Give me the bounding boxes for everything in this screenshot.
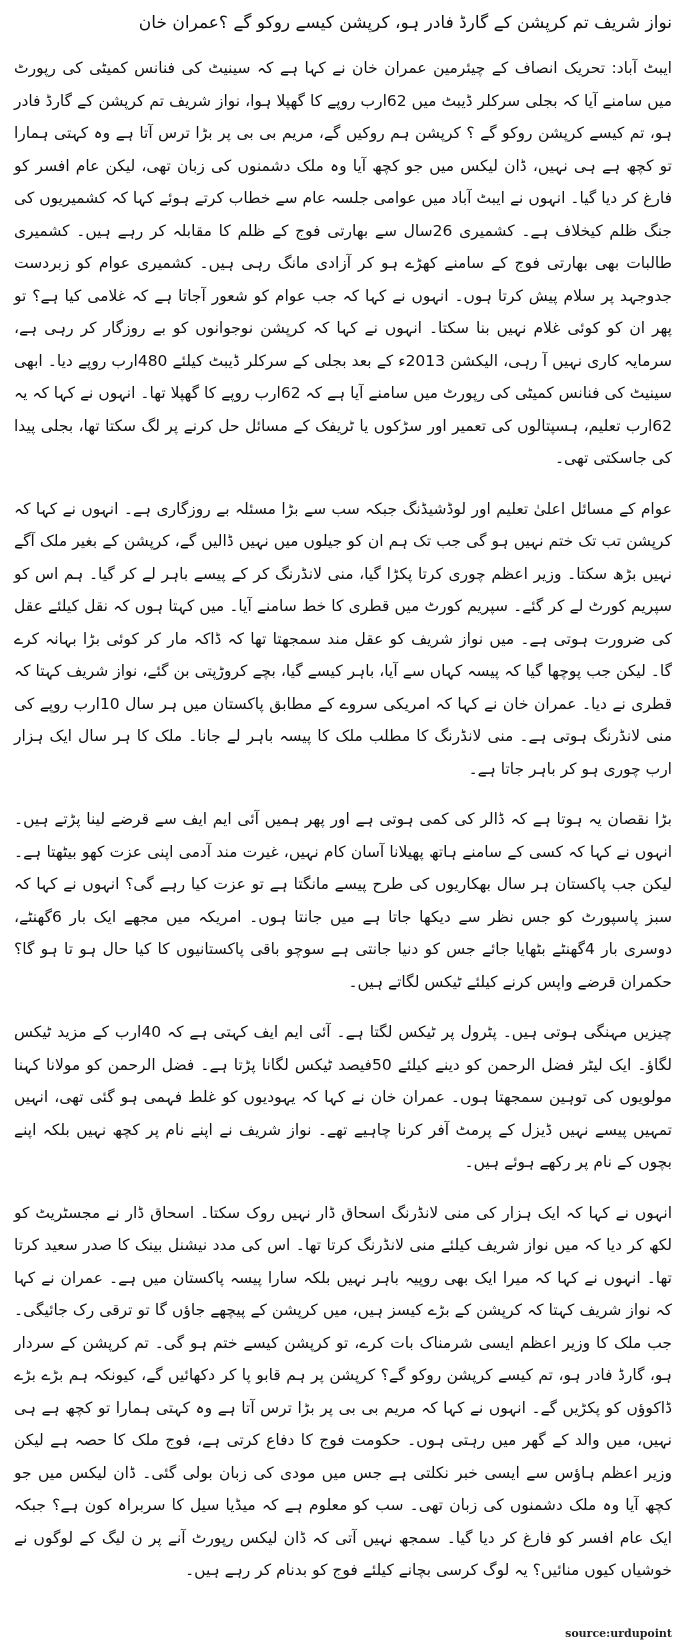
article (14, 8, 672, 1605)
source-credit: source:urdupoint (565, 1627, 672, 1640)
article-paragraph-5: انہوں نے کہا کہ ایک ہزار کی منی لانڈرنگ اسحاق ڈار نہیں روک سکتا۔ اسحاق ڈار نے مجسٹریٹ کو لکھ کر دیا کہ میں نواز شریف کیلئے منی لانڈرنگ کرتا تھا۔ اس کی مدد نیشنل بینک کا صدر سعید کرتا تھا۔ انہوں نے کہا کہ میرا ایک بھی روپیہ باہر نہیں بلکہ سارا پیسہ پاکستان میں ہے۔ عمران نے کہا کہ نواز شریف کہتا کہ کرپشن کے بڑے کیسز ہیں، میں کرپشن کے پیچھے جاؤں گا تو ترقی رک جائیگی۔ جب ملک کا وزیر اعظم ایسی شرمناک بات کرے، تو کرپشن کیسے ختم ہو گی۔ تم کرپشن کے سردار ہو، گارڈ فادر ہو، تم کیسے کرپشن روکو گے؟ کرپشن پر ہم قابو پا کر دکھائیں گے، کیونکہ ہم بڑے بڑے ڈاکوؤں کو پکڑیں گے۔ انہوں نے کہا کہ مریم بی بی پر بڑا ترس آتا ہے وہ کہتی ہمارا تو کچھ ہے ہی نہیں، میں والد کے گھر میں رہتی ہوں۔ حکومت فوج کا دفاع کرتی ہے، فوج ملک کا حصہ ہے لیکن وزیر اعظم ہاؤس سے ایسی خبر نکلتی ہے جس میں مودی کی زبان بولی گئی۔ ڈان لیکس میں جو کچھ آیا وہ ملک دشمنوں کی زبان تھی۔ سب کو معلوم ہے کہ میڈیا سیل کا سربراہ کون ہے؟ جبکہ ایک عام افسر کو فارغ کر دیا گیا۔ سمجھ نہیں آتی کہ ڈان لیکس رپورٹ آنے پر ن لیگ کے لوگوں نے خوشیاں کیوں منائیں؟ یہ لوگ کرسی بچانے کیلئے فوج کو بدنام کر رہے ہیں۔ (14, 1203, 672, 1579)
article-paragraph-3: بڑا نقصان یہ ہوتا ہے کہ ڈالر کی کمی ہوتی ہے اور پھر ہمیں آئی ایم ایف سے قرضے لینا پڑتے ہیں۔ انہوں نے کہا کہ کسی کے سامنے ہاتھ پھیلانا آسان کام نہیں، غیرت مند آدمی اپنی عزت کھو بیٹھتا ہے۔ لیکن جب پاکستان ہر سال بھکاریوں کی طرح پیسے مانگتا ہے تو عزت کیا رہے گی؟ انہوں نے کہا کہ سبز پاسپورٹ کو جس نظر سے دیکھا جاتا ہے میں جانتا ہوں۔ امریکہ میں مجھے ایک بار 6گھنٹے، دوسری بار 4گھنٹے بٹھایا جائے جس کو دنیا جانتی ہے سوچو باقی پاکستانیوں کا کیا حال ہو تا ہو گا؟ حکمران قرضے واپس کرنے کیلئے ٹیکس لگاتے ہیں۔ (14, 810, 672, 991)
article-paragraph-1: ایبٹ آباد: تحریک انصاف کے چیئرمین عمران خان نے کہا ہے کہ سینیٹ کی فنانس کمیٹی کی رپورٹ میں سامنے آیا کہ بجلی سرکلر ڈیبٹ میں 62ارب روپے کا گھپلا ہوا، نواز شریف تم کرپشن کے گارڈ فادر ہو، تم کیسے کرپشن روکو گے ؟ کرپشن ہم روکیں گے، مریم بی بی پر بڑا ترس آتا ہے وہ کہتی ہمارا تو کچھ ہے ہی نہیں، ڈان لیکس میں جو کچھ آیا وہ ملک دشمنوں کی زبان تھی، لیکن عام افسر کو فارغ کر دیا گیا۔ انہوں نے ایبٹ آباد میں عوامی جلسہ عام سے خطاب کرتے ہوئے کہا کہ کشمیریوں کی جنگ ظلم کیخلاف ہے۔ کشمیری 26سال سے بھارتی فوج کے ظلم کا مقابلہ کر رہے ہیں۔ کشمیری طالبات بھی بھارتی فوج کے سامنے کھڑے ہو کر آزادی مانگ رہی ہیں۔ کشمیری عوام کو زبردست جدوجہد پر سلام پیش کرتا ہوں۔ انہوں نے کہا کہ جب عوام کو شعور آجاتا ہے کہ غلامی کیا ہے؟ تو پھر ان کو کوئی غلام نہیں بنا سکتا۔ انہوں نے کہا کہ کرپشن نوجوانوں کو بے روزگار کر رہی ہے، سرمایہ کاری نہیں آ رہی، الیکشن 2013ء کے بعد بجلی کے سرکلر ڈیبٹ کیلئے 480ارب روپے دیا۔ ابھی سینیٹ کی فنانس کمیٹی کی رپورٹ میں سامنے آیا ہے کہ 62ارب روپے کا گھپلا تھا۔ انہوں نے کہا کہ یہ 62ارب تعلیم، ہسپتالوں کی تعمیر اور سڑکوں یا ٹریفک کے مسائل حل کرنے پر لگ سکتا تھا، بجلی پیدا کی جاسکتی تھی۔ (14, 59, 673, 467)
article-paragraph-2: عوام کے مسائل اعلیٰ تعلیم اور لوڈشیڈنگ جبکہ سب سے بڑا مسئلہ بے روزگاری ہے۔ انہوں نے کہا کہ کرپشن تب تک ختم نہیں ہو گی جب تک ہم ان کو جیلوں میں نہیں ڈالیں گے، کرپشن کے بغیر ملک آگے نہیں بڑھ سکتا۔ وزیر اعظم چوری کرتا پکڑا گیا، منی لانڈرنگ کر کے پیسے باہر لے کر گیا۔ ہم اس کو سپریم کورٹ لے کر گئے۔ سپریم کورٹ میں قطری کا خط سامنے آیا۔ میں کہتا ہوں کہ نقل کیلئے عقل کی ضرورت ہوتی ہے۔ میں نواز شریف کو عقل مند سمجھتا تھا کہ ڈاکہ مار کر کوئی بڑا بہانہ کرے گا۔ لیکن جب پوچھا گیا کہ پیسہ کہاں سے آیا، باہر کیسے گیا، بچے کروڑپتی بن گئے، نواز شریف کہتا کہ قطری نے دیا۔ عمران خان نے کہا کہ امریکی سروے کے مطابق پاکستان میں ہر سال 10ارب روپے کی منی لانڈرنگ ہوتی ہے۔ منی لانڈرنگ کا مطلب ملک کا پیسہ باہر لے جانا۔ ملک کا ہر سال ایک ہزار ارب چوری ہو کر باہر جاتا ہے۔ (14, 499, 673, 778)
article-headline: نواز شریف تم کرپشن کے گارڈ فادر ہو، کرپشن کیسے روکو گے ؟عمران خان (138, 13, 672, 33)
article-paragraph-4: چیزیں مہنگی ہوتی ہیں۔ پٹرول پر ٹیکس لگتا ہے۔ آئی ایم ایف کہتی ہے کہ 40ارب کے مزید ٹیکس لگاؤ۔ ایک لیٹر فضل الرحمن کو دینے کیلئے 50فیصد ٹیکس لگانا پڑتا ہے۔ فضل الرحمن کو مولانا کہنا مولویوں کی توہین سمجھتا ہوں۔ عمران خان نے کہا کہ یہودیوں کو غلط فہمی ہو گئی تھی، انہیں تمہیں پیسے نہیں ڈیزل کے پرمٹ آفر کرنا چاہیے تھے۔ نواز شریف نے اپنے نام پر کچھ نہیں بلکہ اپنے بچوں کے نام پر رکھے ہوئے ہیں۔ (14, 1023, 672, 1171)
